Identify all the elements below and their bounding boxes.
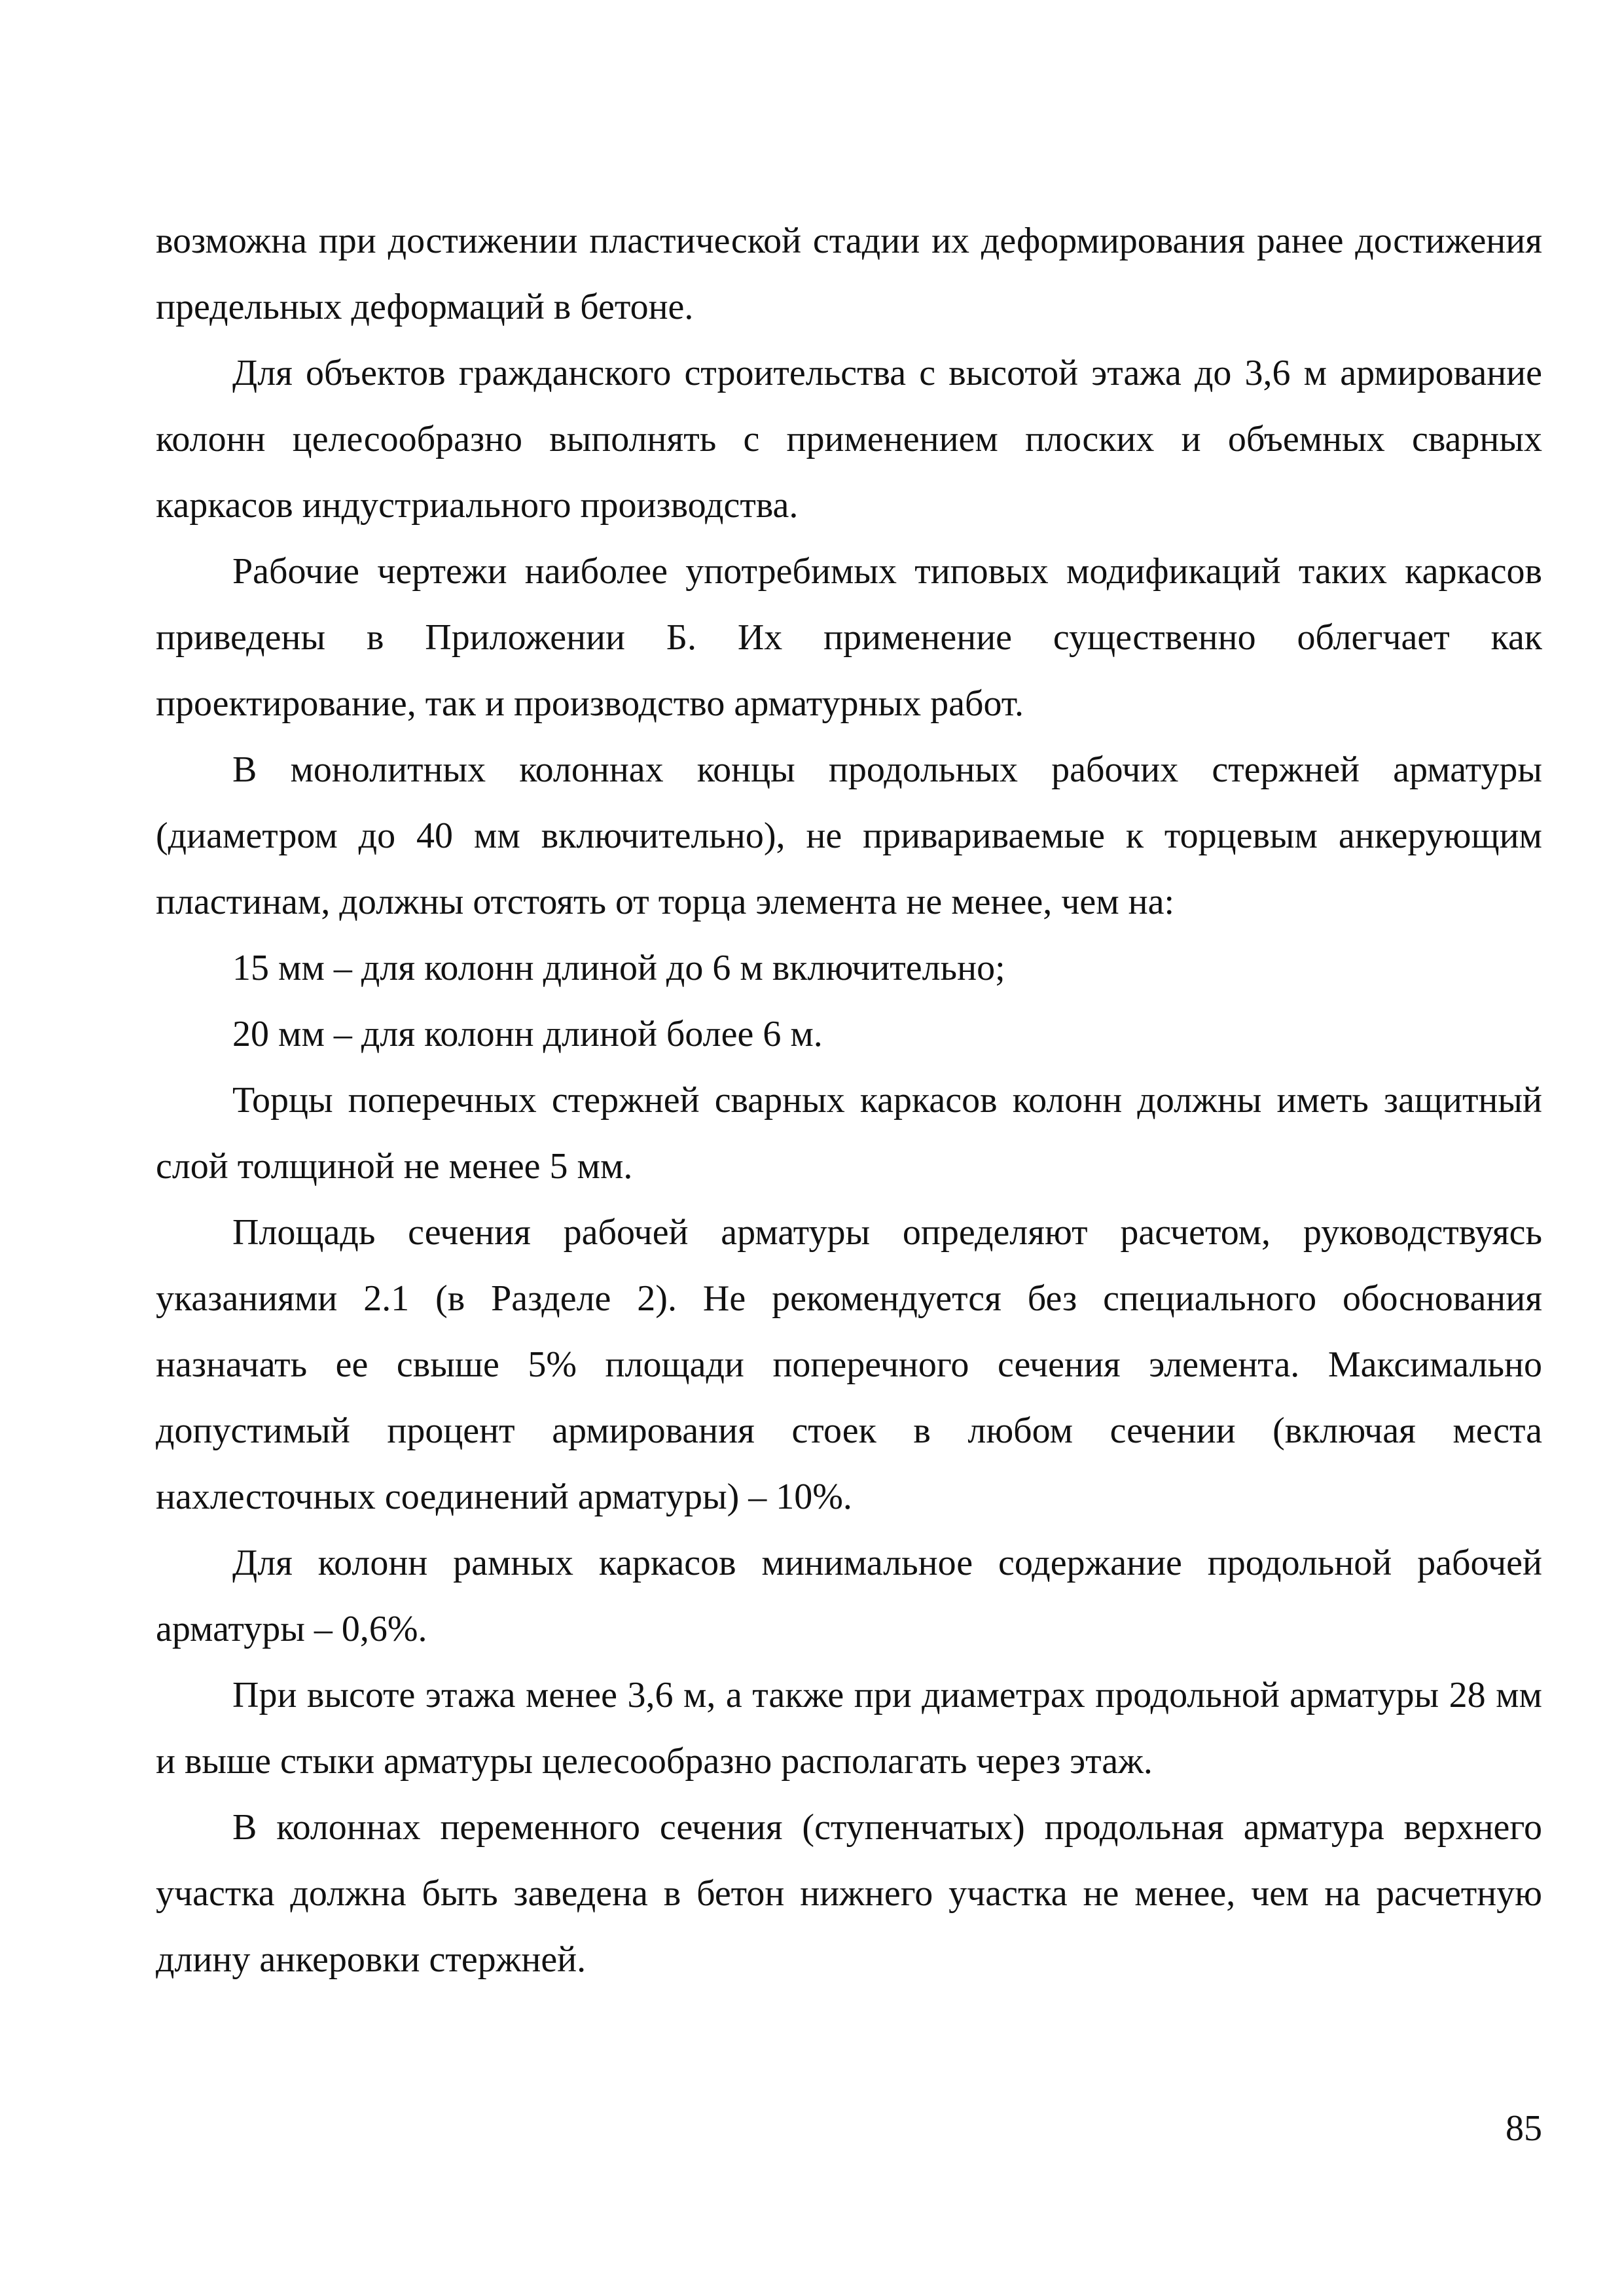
paragraph-splices: При высоте этажа менее 3,6 м, а также при диаметрах продольной арматуры 28 мм и выше стыки арматуры целесообразно располагать через этаж. <box>156 1675 1542 1782</box>
list-item-20mm: 20 мм – для колонн длиной более 6 м. <box>232 1014 823 1054</box>
paragraph-monolithic-columns: В монолитных колоннах концы продольных рабочих стержней арматуры (диаметром до 40 мм включительно), не привариваемые к торцевым анкерующим пластинам, должны отстоять от торца элемента не менее, чем на: <box>156 749 1542 922</box>
paragraph-minimum-content: Для колонн рамных каркасов минимальное содержание продольной рабочей арматуры – 0,6%. <box>156 1543 1542 1649</box>
paragraph-cross-section-area: Площадь сечения рабочей арматуры определяют расчетом, руководствуясь указаниями 2.1 (в Разделе 2). Не рекомендуется без специального обоснования назначать ее свыше 5% площади поперечного сечения элемента. Максимально допустимый процент армирования стоек в любом сечении (включая места нахлесточных соединений арматуры) – 10%. <box>156 1212 1542 1517</box>
paragraph-frame-reinforcement: Для объектов гражданского строительства с высотой этажа до 3,6 м армирование колонн целесообразно выполнять с применением плоских и объемных сварных каркасов индустриального производства. <box>156 353 1542 526</box>
page-number: 85 <box>1506 2108 1542 2149</box>
paragraph-working-drawings: Рабочие чертежи наиболее употребимых типовых модификаций таких каркасов приведены в Приложении Б. Их применение существенно облегчает как проектирование, так и производство арматурных работ. <box>156 551 1542 724</box>
paragraph-protective-layer: Торцы поперечных стержней сварных каркасов колонн должны иметь защитный слой толщиной не менее 5 мм. <box>156 1080 1542 1187</box>
paragraph-stepped-columns: В колоннах переменного сечения (ступенчатых) продольная арматура верхнего участка должна быть заведена в бетон нижнего участка не менее, чем на расчетную длину анкеровки стержней. <box>156 1807 1542 1980</box>
paragraph-continuation: возможна при достижении пластической стадии их деформирования ранее достижения предельных деформаций в бетоне. <box>156 221 1542 327</box>
page-body <box>156 208 1542 1993</box>
list-item-15mm: 15 мм – для колонн длиной до 6 м включительно; <box>232 948 1005 988</box>
